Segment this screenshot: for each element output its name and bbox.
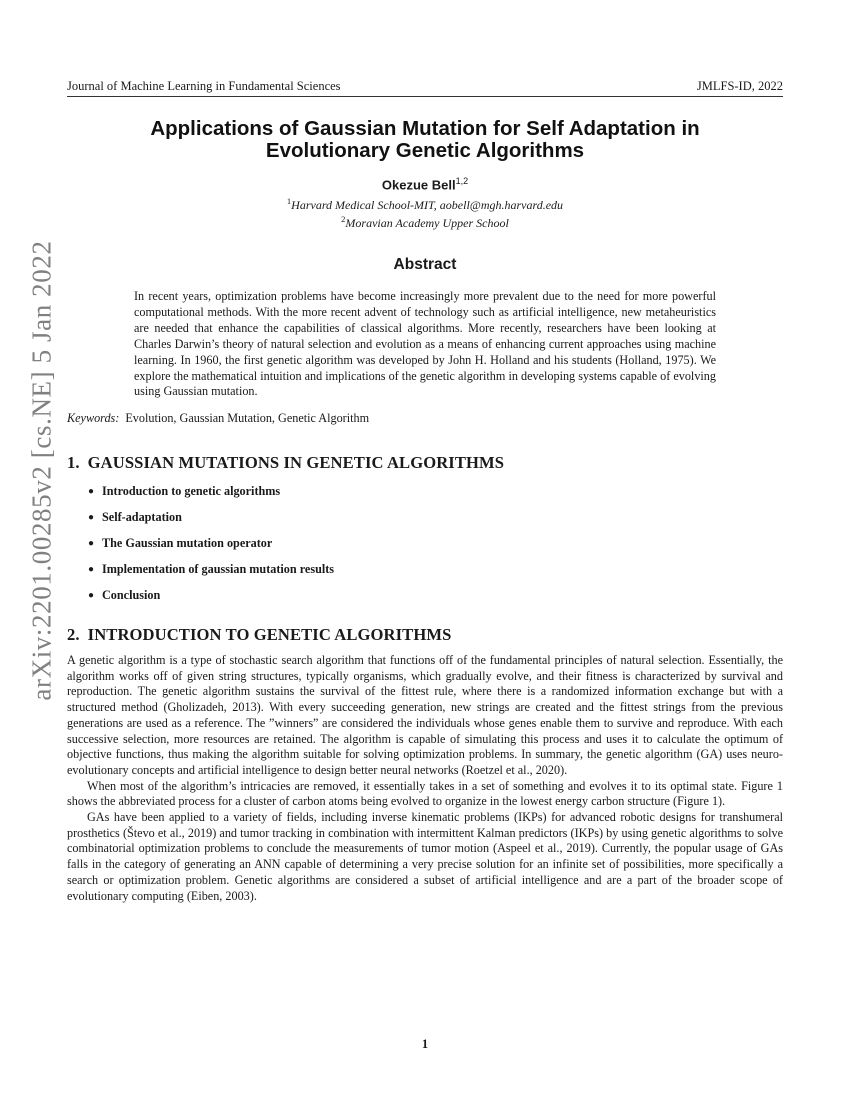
- section-2-body: [67, 653, 783, 904]
- list-item-text: Conclusion: [102, 588, 161, 603]
- paragraph: When most of the algorithm’s intricacies are removed, it essentially takes in a set of something and evolves it to its optimal state. Figure 1 shows the abbreviated process for a cluster of carbon atoms being evolved to organize in the lowest energy carbon structure (Figure 1).: [67, 778, 783, 809]
- section-1-title: GAUSSIAN MUTATIONS IN GENETIC ALGORITHMS: [87, 453, 505, 472]
- journal-name: Journal of Machine Learning in Fundamental Sciences: [67, 79, 341, 93]
- bullet-icon: ●: [88, 564, 95, 576]
- list-item: [88, 504, 334, 530]
- list-item-text: Introduction to genetic algorithms: [102, 483, 281, 498]
- author-line: [100, 176, 750, 192]
- paragraph: A genetic algorithm is a type of stochastic search algorithm that functions off of the fundamental principles of natural selection. Essentially, the algorithm works off of given string structures, typically organisms, which gradually evolve, and their fitness is characterized by survival and reproduction. The genetic algorithm sustains the survival of the fittest rule, where there is a randomized information exchange but with a structured method (Gholizadeh, 2013). With every succeeding generation, new strings are created and the fittest strings from the previous generations are used as a reference. The ”winners” are considered the individuals whose genes enable them to survive and reproduce. With each successive selection, more resources are retained. The algorithm is capable of simulating this process and uses it to calculate the optimum of objective functions, thus making the algorithm suitable for solving optimization problems. In summary, the genetic algorithm (GA) uses neuro-evolutionary concepts and artificial intelligence to design better neural networks (Roetzel et al., 2020).: [67, 653, 783, 777]
- section-2-heading: [67, 625, 783, 645]
- abstract-text: In recent years, optimization problems have become increasingly more prevalent due to the need for more powerful computational methods. With the more recent advent of technology such as artificial intelligence, new metaheuristics are needed that enhance the capabilities of classical algorithms. More recently, researchers have been looking at Charles Darwin’s theory of natural selection and evolution as a means of enhancing current approaches using machine learning. In 1960, the first genetic algorithm was developed by John H. Holland and his students (Holland, 1975). We explore the mathematical intuition and implications of the genetic algorithm in developing systems capable of evolving using Gaussian mutation.: [134, 289, 716, 399]
- arxiv-stamp: [20, 239, 64, 701]
- section-1-heading: [67, 453, 783, 473]
- keywords-label: Keywords:: [67, 411, 120, 425]
- affiliation-2: [100, 214, 750, 231]
- author-name: Okezue Bell: [381, 177, 456, 193]
- affiliation-1-mark: 1: [286, 196, 292, 206]
- section-1-list: [88, 478, 334, 609]
- keywords: [67, 411, 783, 426]
- list-item-text: Self-adaptation: [102, 509, 182, 524]
- section-2-number: 2.: [67, 625, 80, 644]
- abstract-heading: Abstract: [393, 256, 457, 273]
- running-header: [67, 78, 783, 97]
- section-2-title: INTRODUCTION TO GENETIC ALGORITHMS: [87, 625, 452, 644]
- affiliation-2-mark: 2: [341, 214, 346, 224]
- list-item: [88, 530, 334, 556]
- page-number: 1: [421, 1037, 429, 1051]
- affiliation-1: [100, 196, 750, 213]
- list-item: [88, 583, 334, 609]
- paragraph: GAs have been applied to a variety of fields, including inverse kinematic problems (IKPs) for advanced robotic designs for transhumeral prosthetics (Števo et al., 2019) and tumor tracking in combination with intermittent Kalman predictors (IKPs) by using genetic algorithms to solve combinatorial optimization problems to conclude the measurements of tumor motion (Aspeel et al., 2019). Currently, the popular usage of GAs falls in the category of generating an ANN capable of determining a very precise solution for an infinite set of possibilities, more specifically a search or optimization problem. Genetic algorithms are considered a subset of artificial intelligence and are a part of the broader scope of evolutionary computing (Eiben, 2003).: [67, 810, 783, 903]
- paper-title: Applications of Gaussian Mutation for Self Adaptation in Evolutionary Genetic Algorithms: [150, 117, 700, 162]
- keywords-text: Evolution, Gaussian Mutation, Genetic Algorithm: [125, 411, 370, 425]
- list-item: [88, 478, 334, 504]
- bullet-icon: ●: [88, 511, 95, 523]
- arxiv-identifier: arXiv:2201.00285v2 [cs.NE] 5 Jan 2022: [26, 239, 57, 701]
- bullet-icon: ●: [88, 590, 95, 602]
- affiliation-2-text: Moravian Academy Upper School: [345, 216, 509, 230]
- journal-id: JMLFS-ID, 2022: [696, 79, 783, 93]
- list-item-text: Implementation of gaussian mutation results: [102, 562, 335, 577]
- bullet-icon: ●: [88, 537, 95, 549]
- author-marks: 1,2: [455, 176, 469, 186]
- bullet-icon: ●: [88, 485, 95, 497]
- list-item-text: The Gaussian mutation operator: [102, 535, 273, 550]
- list-item: [88, 557, 334, 583]
- section-1-number: 1.: [67, 453, 80, 472]
- affiliation-1-text: Harvard Medical School-MIT, aobell@mgh.harvard.edu: [291, 198, 564, 212]
